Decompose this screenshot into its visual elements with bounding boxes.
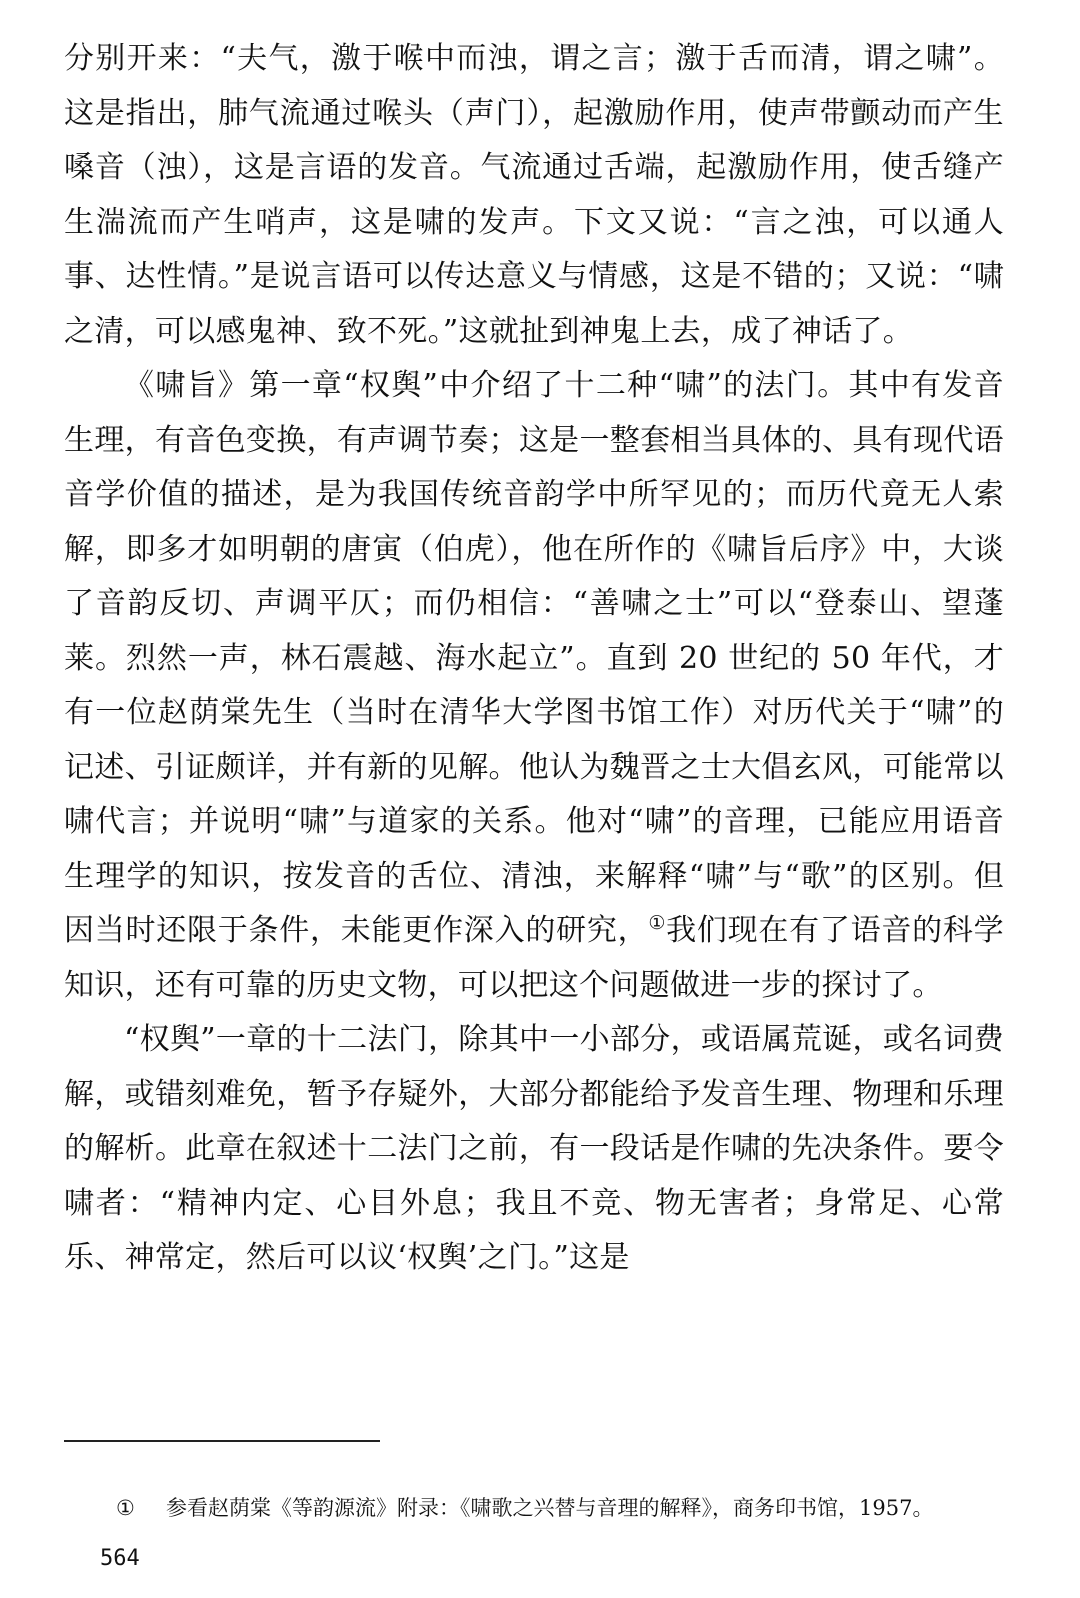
- paragraph-2: [64, 359, 1004, 1013]
- paragraph-2-text-after: 我们现在有了语音的科学知识，还有可靠的历史文物，可以把这个问题做进一步的探讨了。: [64, 913, 1004, 1003]
- paragraph-3: [64, 1013, 1004, 1286]
- paragraph-1: [64, 32, 1004, 359]
- footnote: [116, 1493, 1036, 1523]
- paragraph-3-text: “权舆”一章的十二法门，除其中一小部分，或语属荒诞，或名词费解，或错刻难免，暂予存疑外，大部分都能给予发音生理、物理和乐理的解析。此章在叙述十二法门之前，有一段话是作啸的先决条件。要令啸者：“精神内定、心目外息；我且不竞、物无害者；身常足、心常乐、神常定，然后可以议‘权舆’之门。”这是: [64, 1022, 1004, 1275]
- footnote-reference-marker[interactable]: ①: [648, 912, 667, 934]
- footnote-text: 参看赵荫棠《等韵源流》附录：《啸歌之兴替与音理的解释》，商务印书馆，1957。: [166, 1496, 934, 1520]
- footnote-divider: [64, 1440, 380, 1442]
- footnote-number: ①: [116, 1496, 135, 1520]
- body-text: [64, 32, 1004, 1286]
- paragraph-1-text: 分别开来：“夫气，激于喉中而浊，谓之言；激于舌而清，谓之啸”。这是指出，肺气流通过喉头（声门），起激励作用，使声带颤动而产生嗓音（浊），这是言语的发音。气流通过舌端，起激励作用，使舌缝产生湍流而产生哨声，这是啸的发声。下文又说：“言之浊，可以通人事、达性情。”是说言语可以传达意义与情感，这是不错的；又说：“啸之清，可以感鬼神、致不死。”这就扯到神鬼上去，成了神话了。: [64, 41, 1004, 349]
- paragraph-2-text-before: 《啸旨》第一章“权舆”中介绍了十二种“啸”的法门。其中有发音生理，有音色变换，有声调节奏；这是一整套相当具体的、具有现代语音学价值的描述，是为我国传统音韵学中所罕见的；而历代竟无人索解，即多才如明朝的唐寅（伯虎），他在所作的《啸旨后序》中，大谈了音韵反切、声调平仄；而仍相信：“善啸之士”可以“登泰山、望蓬莱。烈然一声，林石震越、海水起立”。直到 20 世纪的 50 年代，才有一位赵荫棠先生（当时在清华大学图书馆工作）对历代关于“啸”的记述、引证颇详，并有新的见解。他认为魏晋之士大倡玄风，可能常以啸代言；并说明“啸”与道家的关系。他对“啸”的音理，已能应用语音生理学的知识，按发音的舌位、清浊，来解释“啸”与“歌”的区别。但因当时还限于条件，未能更作深入的研究，: [64, 368, 1004, 948]
- page-number: 564: [100, 1546, 140, 1571]
